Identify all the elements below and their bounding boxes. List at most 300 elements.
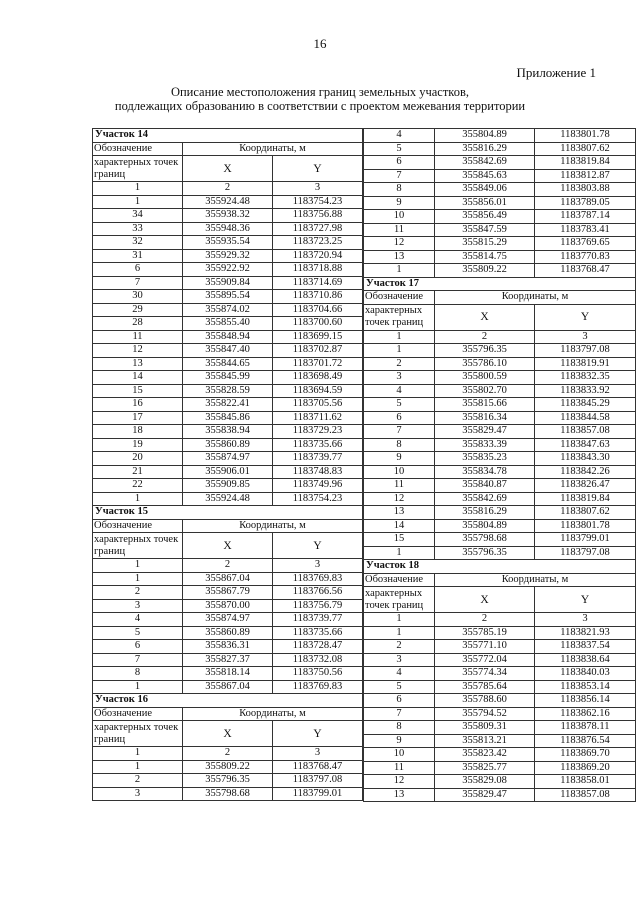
y-value: 1183797.08 bbox=[273, 774, 363, 788]
x-value: 355924.48 bbox=[183, 492, 273, 506]
designation-header: Обозначение bbox=[93, 707, 183, 721]
point-id: 10 bbox=[364, 465, 435, 479]
table-row bbox=[364, 425, 636, 439]
point-id: 7 bbox=[364, 169, 435, 183]
table-row bbox=[364, 465, 636, 479]
table-row bbox=[93, 760, 363, 774]
x-value: 355785.64 bbox=[435, 680, 535, 694]
plot-title-row bbox=[364, 277, 636, 291]
point-id: 2 bbox=[93, 586, 183, 600]
column-number: 1 bbox=[364, 330, 435, 344]
x-value: 355772.04 bbox=[435, 653, 535, 667]
header-row bbox=[93, 519, 363, 533]
point-id: 33 bbox=[93, 222, 183, 236]
point-id: 11 bbox=[364, 479, 435, 493]
x-value: 355867.04 bbox=[183, 680, 273, 694]
point-id: 7 bbox=[93, 276, 183, 290]
x-value: 355838.94 bbox=[183, 425, 273, 439]
y-value: 1183694.59 bbox=[273, 384, 363, 398]
x-header: X bbox=[183, 533, 273, 559]
plot-title: Участок 18 bbox=[364, 560, 636, 574]
y-value: 1183840.03 bbox=[535, 667, 636, 681]
table-row bbox=[93, 465, 363, 479]
table-row bbox=[93, 249, 363, 263]
table-row bbox=[93, 371, 363, 385]
y-value: 1183735.66 bbox=[273, 438, 363, 452]
column-number: 2 bbox=[183, 182, 273, 196]
point-id: 1 bbox=[364, 264, 435, 278]
column-number: 3 bbox=[535, 330, 636, 344]
x-value: 355829.47 bbox=[435, 425, 535, 439]
y-value: 1183807.62 bbox=[535, 142, 636, 156]
plot-title: Участок 17 bbox=[364, 277, 636, 291]
point-id: 19 bbox=[93, 438, 183, 452]
x-value: 355935.54 bbox=[183, 236, 273, 250]
left-column bbox=[92, 128, 363, 801]
x-value: 355809.31 bbox=[435, 721, 535, 735]
point-id: 13 bbox=[364, 506, 435, 520]
x-value: 355867.79 bbox=[183, 586, 273, 600]
column-number: 1 bbox=[364, 613, 435, 627]
y-value: 1183720.94 bbox=[273, 249, 363, 263]
designation-header-cont: характерных точек границ bbox=[93, 533, 183, 559]
x-value: 355909.84 bbox=[183, 276, 273, 290]
y-value: 1183838.64 bbox=[535, 653, 636, 667]
point-id: 14 bbox=[93, 371, 183, 385]
table-row bbox=[93, 236, 363, 250]
x-header: X bbox=[435, 587, 535, 613]
table-row bbox=[364, 492, 636, 506]
column-number: 2 bbox=[435, 613, 535, 627]
point-id: 10 bbox=[364, 210, 435, 224]
point-id: 1 bbox=[93, 195, 183, 209]
column-number: 2 bbox=[183, 747, 273, 761]
x-value: 355829.08 bbox=[435, 775, 535, 789]
plot-title-row bbox=[93, 506, 363, 520]
x-value: 355836.31 bbox=[183, 640, 273, 654]
table-row bbox=[93, 317, 363, 331]
table-row bbox=[364, 411, 636, 425]
header-row-axes bbox=[364, 304, 636, 330]
y-header: Y bbox=[273, 533, 363, 559]
header-row-axes bbox=[93, 533, 363, 559]
designation-header: Обозначение bbox=[364, 573, 435, 587]
y-value: 1183769.83 bbox=[273, 680, 363, 694]
y-value: 1183832.35 bbox=[535, 371, 636, 385]
point-id: 5 bbox=[93, 626, 183, 640]
y-value: 1183789.05 bbox=[535, 196, 636, 210]
table-row bbox=[93, 586, 363, 600]
column-number-row bbox=[93, 182, 363, 196]
y-value: 1183801.78 bbox=[535, 519, 636, 533]
table-row bbox=[364, 452, 636, 466]
y-header: Y bbox=[273, 156, 363, 182]
point-id: 9 bbox=[364, 734, 435, 748]
point-id: 2 bbox=[93, 774, 183, 788]
table-row bbox=[364, 210, 636, 224]
y-value: 1183799.01 bbox=[273, 787, 363, 801]
y-value: 1183768.47 bbox=[273, 760, 363, 774]
coordinates-header: Координаты, м bbox=[435, 291, 636, 305]
point-id: 12 bbox=[364, 237, 435, 251]
x-value: 355924.48 bbox=[183, 195, 273, 209]
y-value: 1183819.91 bbox=[535, 357, 636, 371]
point-id: 29 bbox=[93, 303, 183, 317]
table-row bbox=[93, 303, 363, 317]
coordinates-table-right bbox=[363, 128, 636, 802]
designation-header: Обозначение bbox=[364, 291, 435, 305]
table-row bbox=[364, 519, 636, 533]
y-value: 1183801.78 bbox=[535, 129, 636, 143]
y-value: 1183844.58 bbox=[535, 411, 636, 425]
point-id: 8 bbox=[364, 183, 435, 197]
table-row bbox=[364, 734, 636, 748]
x-value: 355948.36 bbox=[183, 222, 273, 236]
title-line-1: Описание местоположения границ земельных участков, bbox=[170, 85, 470, 99]
point-id: 6 bbox=[93, 640, 183, 654]
y-value: 1183833.92 bbox=[535, 384, 636, 398]
x-value: 355804.89 bbox=[435, 129, 535, 143]
y-value: 1183754.23 bbox=[273, 195, 363, 209]
x-value: 355842.69 bbox=[435, 492, 535, 506]
point-id: 15 bbox=[364, 533, 435, 547]
y-value: 1183756.79 bbox=[273, 599, 363, 613]
x-header: X bbox=[435, 304, 535, 330]
y-value: 1183735.66 bbox=[273, 626, 363, 640]
designation-header: Обозначение bbox=[93, 519, 183, 533]
point-id: 16 bbox=[93, 398, 183, 412]
x-value: 355829.47 bbox=[435, 788, 535, 802]
point-id: 4 bbox=[364, 129, 435, 143]
appendix-label: Приложение 1 bbox=[516, 65, 596, 80]
table-row bbox=[364, 707, 636, 721]
y-value: 1183732.08 bbox=[273, 653, 363, 667]
point-id: 5 bbox=[364, 142, 435, 156]
x-value: 355848.94 bbox=[183, 330, 273, 344]
x-value: 355840.87 bbox=[435, 479, 535, 493]
x-value: 355815.29 bbox=[435, 237, 535, 251]
table-row bbox=[364, 357, 636, 371]
y-value: 1183803.88 bbox=[535, 183, 636, 197]
x-value: 355796.35 bbox=[183, 774, 273, 788]
right-column bbox=[363, 128, 634, 802]
y-value: 1183698.49 bbox=[273, 371, 363, 385]
y-value: 1183699.15 bbox=[273, 330, 363, 344]
y-value: 1183700.60 bbox=[273, 317, 363, 331]
y-value: 1183710.86 bbox=[273, 290, 363, 304]
x-value: 355845.86 bbox=[183, 411, 273, 425]
point-id: 8 bbox=[364, 721, 435, 735]
point-id: 6 bbox=[93, 263, 183, 277]
y-header: Y bbox=[273, 721, 363, 747]
table-row bbox=[364, 479, 636, 493]
x-value: 355815.66 bbox=[435, 398, 535, 412]
point-id: 4 bbox=[364, 384, 435, 398]
table-row bbox=[93, 680, 363, 694]
x-value: 355818.14 bbox=[183, 667, 273, 681]
point-id: 13 bbox=[364, 788, 435, 802]
x-value: 355847.59 bbox=[435, 223, 535, 237]
table-row bbox=[93, 774, 363, 788]
coordinates-header: Координаты, м bbox=[183, 142, 363, 156]
point-id: 5 bbox=[364, 680, 435, 694]
table-row bbox=[364, 626, 636, 640]
table-row bbox=[93, 195, 363, 209]
x-value: 355796.35 bbox=[435, 546, 535, 560]
y-value: 1183702.87 bbox=[273, 344, 363, 358]
point-id: 1 bbox=[364, 546, 435, 560]
plot-title: Участок 15 bbox=[93, 506, 363, 520]
plot-title-row bbox=[93, 694, 363, 708]
x-value: 355874.97 bbox=[183, 452, 273, 466]
title-line-2: подлежащих образованию в соответствии с проектом межевания территории bbox=[114, 99, 526, 113]
column-number: 2 bbox=[183, 559, 273, 573]
point-id: 6 bbox=[364, 411, 435, 425]
plot-title: Участок 16 bbox=[93, 694, 363, 708]
x-value: 355834.78 bbox=[435, 465, 535, 479]
column-number: 3 bbox=[273, 182, 363, 196]
column-number: 1 bbox=[93, 559, 183, 573]
y-value: 1183750.56 bbox=[273, 667, 363, 681]
table-row bbox=[93, 357, 363, 371]
y-value: 1183723.25 bbox=[273, 236, 363, 250]
table-row bbox=[364, 183, 636, 197]
x-value: 355845.99 bbox=[183, 371, 273, 385]
point-id: 4 bbox=[364, 667, 435, 681]
coordinates-table-left bbox=[92, 128, 363, 801]
table-row bbox=[93, 787, 363, 801]
point-id: 31 bbox=[93, 249, 183, 263]
y-value: 1183869.70 bbox=[535, 748, 636, 762]
x-value: 355874.02 bbox=[183, 303, 273, 317]
x-value: 355788.60 bbox=[435, 694, 535, 708]
x-value: 355842.69 bbox=[435, 156, 535, 170]
x-value: 355856.49 bbox=[435, 210, 535, 224]
column-number-row bbox=[93, 747, 363, 761]
point-id: 2 bbox=[364, 640, 435, 654]
table-row bbox=[364, 653, 636, 667]
y-value: 1183729.23 bbox=[273, 425, 363, 439]
y-header: Y bbox=[535, 304, 636, 330]
y-value: 1183769.83 bbox=[273, 572, 363, 586]
y-value: 1183754.23 bbox=[273, 492, 363, 506]
y-value: 1183876.54 bbox=[535, 734, 636, 748]
y-value: 1183711.62 bbox=[273, 411, 363, 425]
x-value: 355816.34 bbox=[435, 411, 535, 425]
y-value: 1183783.41 bbox=[535, 223, 636, 237]
table-row bbox=[364, 384, 636, 398]
column-number: 1 bbox=[93, 182, 183, 196]
point-id: 30 bbox=[93, 290, 183, 304]
y-value: 1183858.01 bbox=[535, 775, 636, 789]
table-row bbox=[93, 613, 363, 627]
table-row bbox=[364, 438, 636, 452]
header-row bbox=[93, 707, 363, 721]
table-row bbox=[364, 667, 636, 681]
x-value: 355804.89 bbox=[435, 519, 535, 533]
point-id: 9 bbox=[364, 452, 435, 466]
y-value: 1183797.08 bbox=[535, 546, 636, 560]
header-row-axes bbox=[93, 156, 363, 182]
y-value: 1183766.56 bbox=[273, 586, 363, 600]
table-row bbox=[364, 788, 636, 802]
x-value: 355771.10 bbox=[435, 640, 535, 654]
point-id: 1 bbox=[93, 760, 183, 774]
table-row bbox=[364, 398, 636, 412]
table-row bbox=[364, 533, 636, 547]
point-id: 17 bbox=[93, 411, 183, 425]
point-id: 28 bbox=[93, 317, 183, 331]
designation-header-cont: характерных точек границ bbox=[364, 587, 435, 613]
x-value: 355816.29 bbox=[435, 506, 535, 520]
table-row bbox=[93, 479, 363, 493]
x-value: 355847.40 bbox=[183, 344, 273, 358]
table-row bbox=[364, 640, 636, 654]
coordinates-header: Координаты, м bbox=[183, 707, 363, 721]
plot-title-row bbox=[364, 560, 636, 574]
header-row bbox=[364, 291, 636, 305]
point-id: 7 bbox=[93, 653, 183, 667]
point-id: 1 bbox=[93, 492, 183, 506]
plot-title-row bbox=[93, 129, 363, 143]
table-row bbox=[364, 156, 636, 170]
x-value: 355794.52 bbox=[435, 707, 535, 721]
table-row bbox=[93, 438, 363, 452]
table-row bbox=[93, 425, 363, 439]
table-row bbox=[364, 169, 636, 183]
y-value: 1183748.83 bbox=[273, 465, 363, 479]
table-row bbox=[93, 263, 363, 277]
y-value: 1183799.01 bbox=[535, 533, 636, 547]
table-row bbox=[93, 667, 363, 681]
x-value: 355786.10 bbox=[435, 357, 535, 371]
point-id: 20 bbox=[93, 452, 183, 466]
y-value: 1183847.63 bbox=[535, 438, 636, 452]
y-value: 1183701.72 bbox=[273, 357, 363, 371]
x-value: 355860.89 bbox=[183, 438, 273, 452]
x-value: 355802.70 bbox=[435, 384, 535, 398]
column-number: 1 bbox=[93, 747, 183, 761]
y-value: 1183739.77 bbox=[273, 452, 363, 466]
column-number: 3 bbox=[273, 559, 363, 573]
y-value: 1183812.87 bbox=[535, 169, 636, 183]
x-value: 355856.01 bbox=[435, 196, 535, 210]
y-value: 1183787.14 bbox=[535, 210, 636, 224]
x-value: 355895.54 bbox=[183, 290, 273, 304]
point-id: 3 bbox=[93, 787, 183, 801]
point-id: 9 bbox=[364, 196, 435, 210]
x-value: 355874.97 bbox=[183, 613, 273, 627]
x-value: 355800.59 bbox=[435, 371, 535, 385]
x-value: 355785.19 bbox=[435, 626, 535, 640]
y-value: 1183756.88 bbox=[273, 209, 363, 223]
table-row bbox=[364, 237, 636, 251]
y-value: 1183739.77 bbox=[273, 613, 363, 627]
column-number-row bbox=[364, 613, 636, 627]
y-value: 1183770.83 bbox=[535, 250, 636, 264]
x-value: 355938.32 bbox=[183, 209, 273, 223]
table-row bbox=[93, 398, 363, 412]
point-id: 7 bbox=[364, 707, 435, 721]
x-value: 355823.42 bbox=[435, 748, 535, 762]
point-id: 1 bbox=[364, 626, 435, 640]
page-number: 16 bbox=[313, 36, 327, 51]
x-value: 355822.41 bbox=[183, 398, 273, 412]
plot-title: Участок 14 bbox=[93, 129, 363, 143]
x-value: 355844.65 bbox=[183, 357, 273, 371]
y-value: 1183857.08 bbox=[535, 425, 636, 439]
table-row bbox=[93, 384, 363, 398]
y-value: 1183862.16 bbox=[535, 707, 636, 721]
x-value: 355825.77 bbox=[435, 761, 535, 775]
x-value: 355828.59 bbox=[183, 384, 273, 398]
table-row bbox=[364, 344, 636, 358]
y-value: 1183869.20 bbox=[535, 761, 636, 775]
table-row bbox=[93, 276, 363, 290]
point-id: 6 bbox=[364, 156, 435, 170]
table-row bbox=[93, 222, 363, 236]
y-value: 1183857.08 bbox=[535, 788, 636, 802]
x-value: 355833.39 bbox=[435, 438, 535, 452]
document-title bbox=[0, 85, 640, 113]
table-row bbox=[364, 721, 636, 735]
x-value: 355906.01 bbox=[183, 465, 273, 479]
y-value: 1183807.62 bbox=[535, 506, 636, 520]
y-value: 1183821.93 bbox=[535, 626, 636, 640]
point-id: 12 bbox=[364, 775, 435, 789]
x-value: 355909.85 bbox=[183, 479, 273, 493]
y-header: Y bbox=[535, 587, 636, 613]
x-value: 355922.92 bbox=[183, 263, 273, 277]
table-row bbox=[93, 626, 363, 640]
point-id: 12 bbox=[364, 492, 435, 506]
y-value: 1183749.96 bbox=[273, 479, 363, 493]
x-value: 355798.68 bbox=[435, 533, 535, 547]
x-value: 355774.34 bbox=[435, 667, 535, 681]
x-value: 355814.75 bbox=[435, 250, 535, 264]
point-id: 18 bbox=[93, 425, 183, 439]
table-row bbox=[364, 142, 636, 156]
point-id: 3 bbox=[364, 371, 435, 385]
y-value: 1183842.26 bbox=[535, 465, 636, 479]
table-row bbox=[93, 653, 363, 667]
table-row bbox=[364, 129, 636, 143]
header-row bbox=[364, 573, 636, 587]
point-id: 10 bbox=[364, 748, 435, 762]
y-value: 1183826.47 bbox=[535, 479, 636, 493]
x-value: 355809.22 bbox=[435, 264, 535, 278]
y-value: 1183819.84 bbox=[535, 492, 636, 506]
x-value: 355929.32 bbox=[183, 249, 273, 263]
table-row bbox=[364, 196, 636, 210]
table-row bbox=[93, 290, 363, 304]
x-value: 355813.21 bbox=[435, 734, 535, 748]
table-row bbox=[364, 506, 636, 520]
point-id: 11 bbox=[364, 223, 435, 237]
header-row-axes bbox=[93, 721, 363, 747]
point-id: 7 bbox=[364, 425, 435, 439]
x-header: X bbox=[183, 721, 273, 747]
y-value: 1183819.84 bbox=[535, 156, 636, 170]
x-value: 355827.37 bbox=[183, 653, 273, 667]
coordinates-header: Координаты, м bbox=[183, 519, 363, 533]
x-value: 355809.22 bbox=[183, 760, 273, 774]
x-value: 355870.00 bbox=[183, 599, 273, 613]
table-row bbox=[364, 223, 636, 237]
table-row bbox=[93, 492, 363, 506]
column-number-row bbox=[93, 559, 363, 573]
table-row bbox=[93, 344, 363, 358]
